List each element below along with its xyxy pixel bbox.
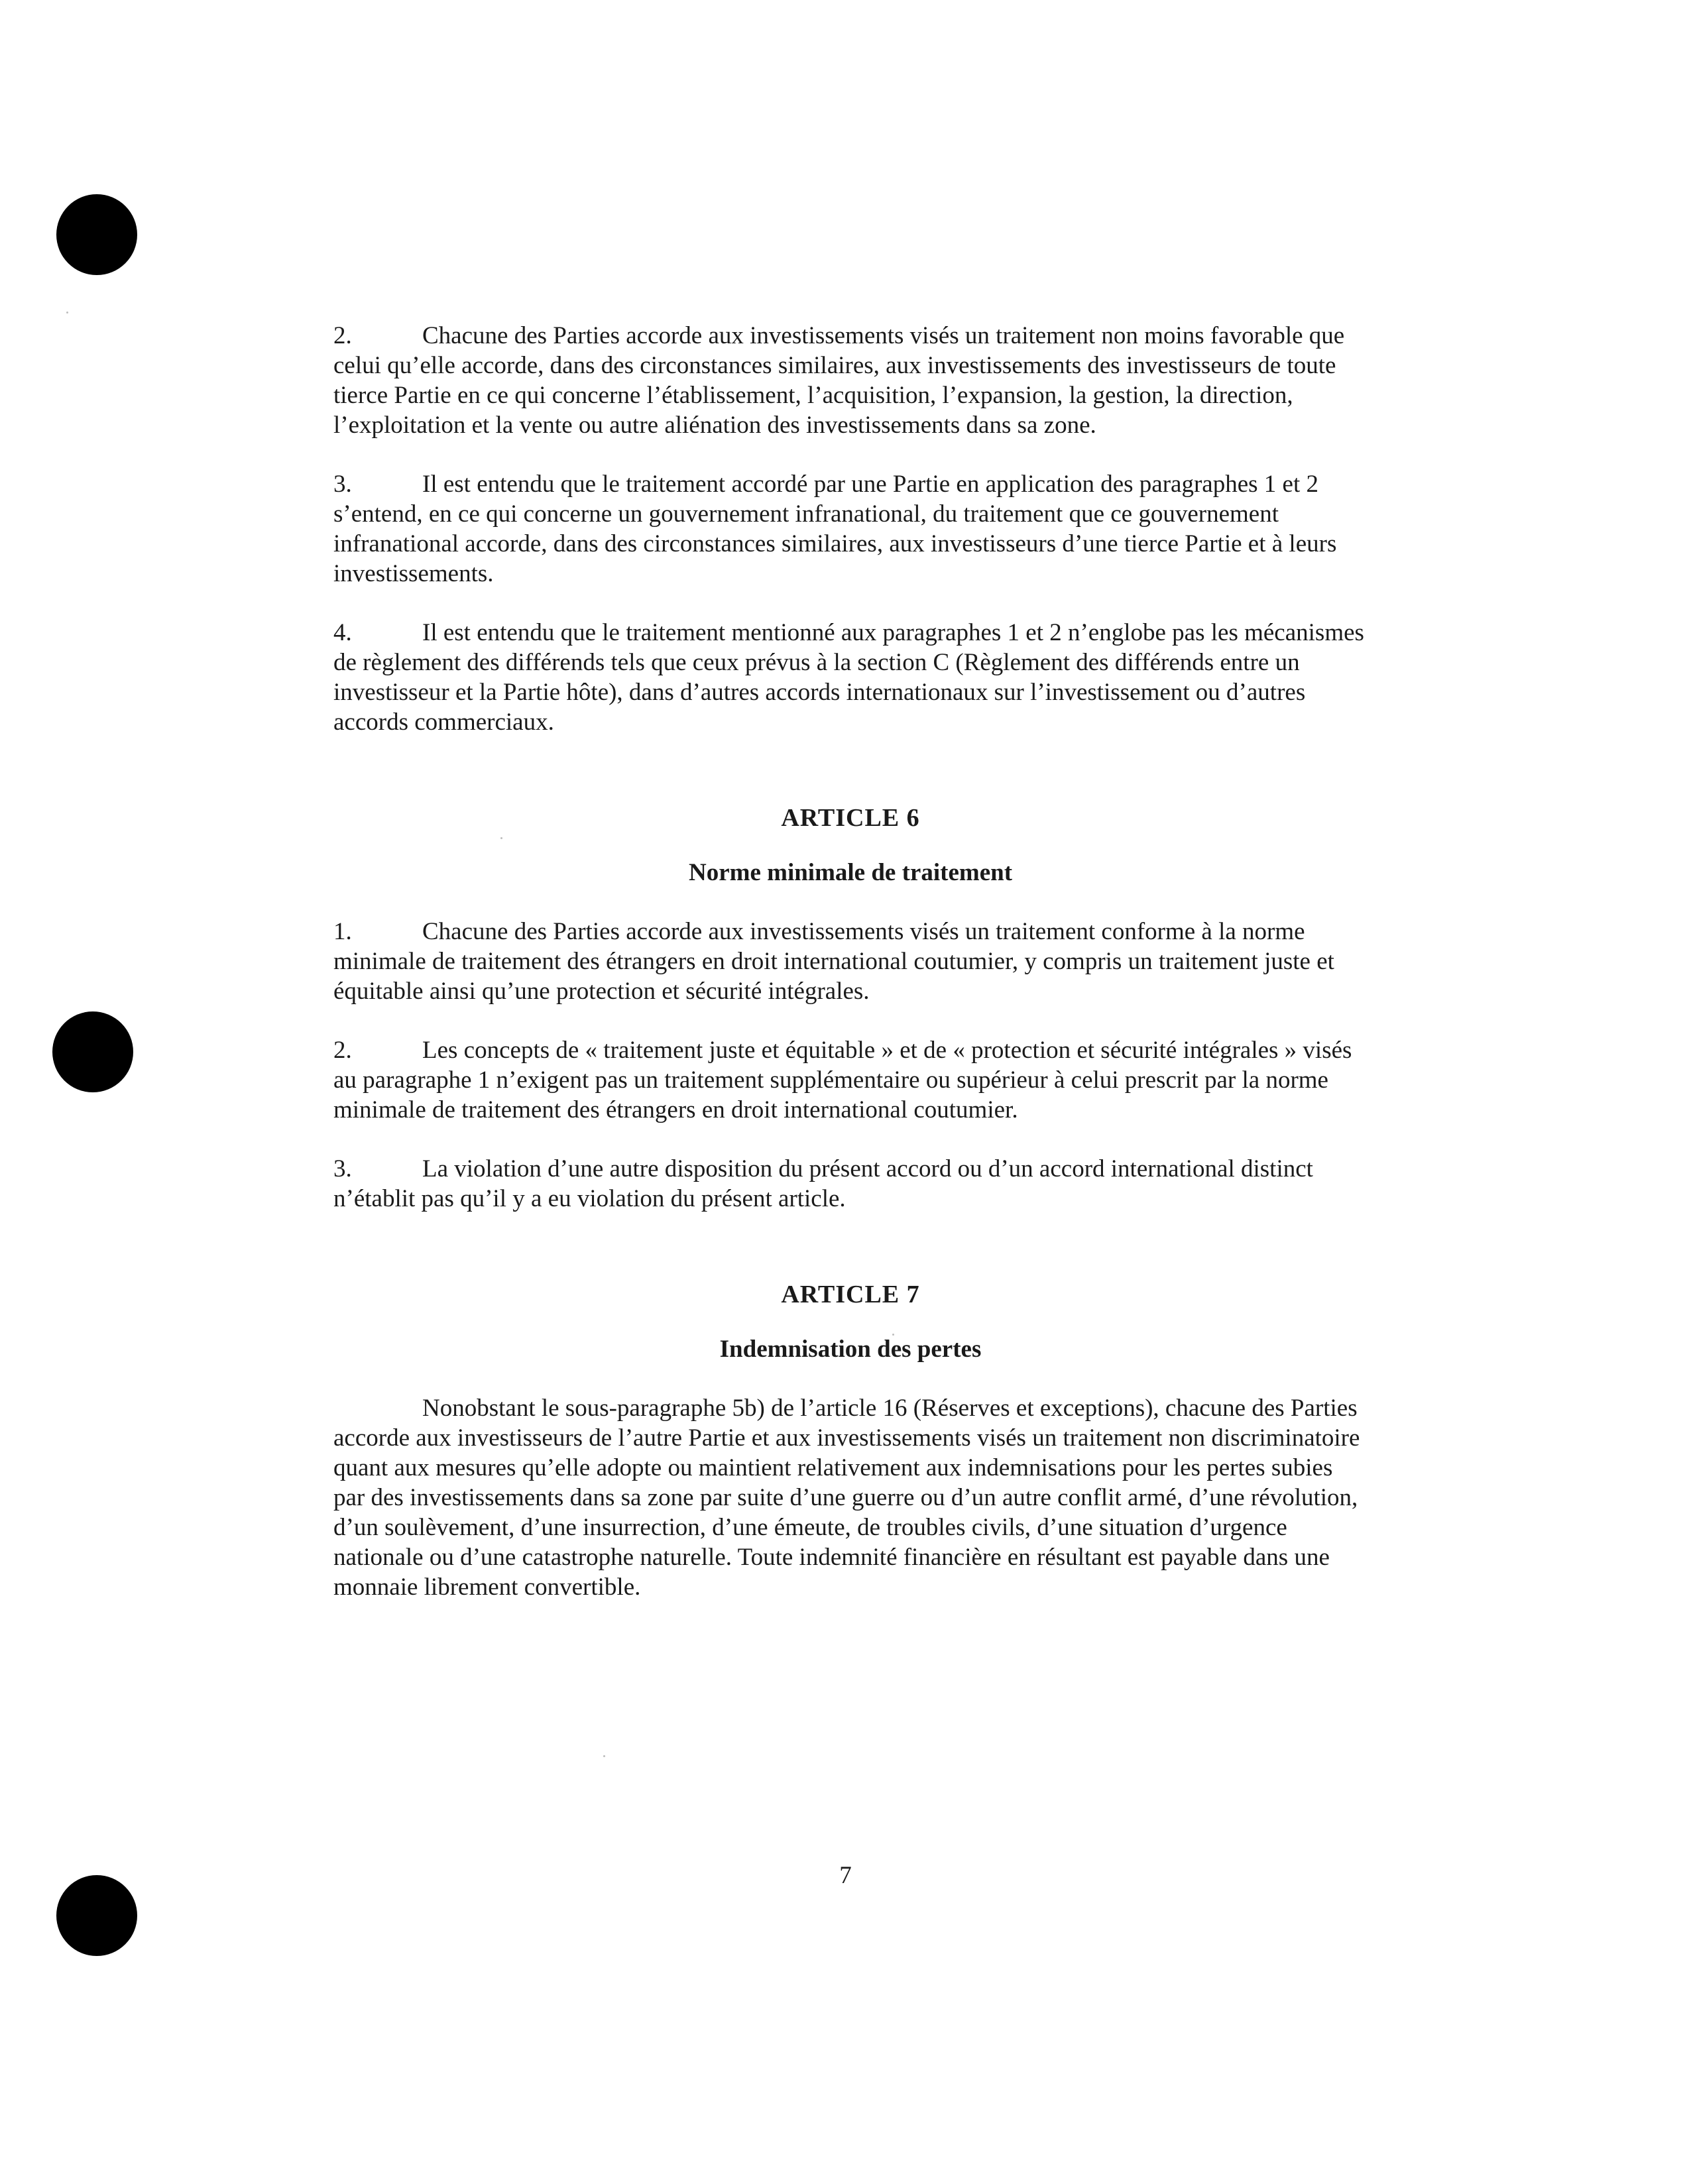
article-title: ARTICLE 7 xyxy=(781,1281,920,1308)
paragraph-text: Chacune des Parties accorde aux investissements visés un traitement conforme à la norme minimale de traitement des étrangers en droit international coutumier, y compris un traitement juste et équitable ainsi qu’une protection et sécurité intégrales. xyxy=(333,918,1334,1005)
paragraph-number: 3. xyxy=(333,471,352,498)
paragraph-number: 4. xyxy=(333,619,352,646)
paragraph-text: La violation d’une autre disposition du présent accord ou d’un accord international distinct n’établit pas qu’il y a eu violation du présent article. xyxy=(333,1155,1313,1212)
paragraph-3 xyxy=(333,469,1368,589)
paragraph-number: 1. xyxy=(333,918,352,945)
paragraph-number: 2. xyxy=(333,1037,352,1064)
article-7-body xyxy=(333,1393,1368,1602)
article-7-heading xyxy=(333,1280,1368,1364)
paragraph-3 xyxy=(333,1154,1368,1214)
paragraph-text: Nonobstant le sous-paragraphe 5b) de l’article 16 (Réserves et exceptions), chacune des Parties accorde aux investisseurs de l’autre Partie et aux investissements visés un traitement non discriminatoire quant aux mesures qu’elle adopte ou maintient relativement aux indemnisations pour les pertes subies par des investissements dans sa zone par suite d’une guerre ou d’un autre conflit armé, d’une révolution, d’un soulèvement, d’une insurrection, d’une émeute, de troubles civils, d’une situation d’urgence nationale ou d’une catastrophe naturelle. Toute indemnité financière en résultant est payable dans une monnaie librement convertible. xyxy=(333,1395,1360,1601)
paragraph-2 xyxy=(333,321,1368,440)
paragraph-4 xyxy=(333,618,1368,737)
page-number: 7 xyxy=(839,1862,852,1889)
article-subtitle: Norme minimale de traitement xyxy=(688,859,1013,886)
article-6-heading xyxy=(333,803,1368,888)
paragraph-text: Il est entendu que le traitement accordé par une Partie en application des paragraphes 1 et 2 s’entend, en ce qui concerne un gouvernement infranational, du traitement que ce gouvernement infranational accorde, dans des circonstances similaires, aux investisseurs d’une tierce Partie et à leurs investissements. xyxy=(333,471,1337,587)
binder-hole-middle xyxy=(52,1011,133,1092)
paragraph-1 xyxy=(333,917,1368,1006)
article-subtitle: Indemnisation des pertes xyxy=(719,1336,982,1363)
article-title: ARTICLE 6 xyxy=(781,804,920,832)
paragraph-2 xyxy=(333,1035,1368,1125)
paragraph-text: Les concepts de « traitement juste et équitable » et de « protection et sécurité intégrales » visés au paragraphe 1 n’exigent pas un traitement supplémentaire ou supérieur à celui prescrit par la norme minimale de traitement des étrangers en droit international coutumier. xyxy=(333,1037,1352,1123)
paragraph-number: 3. xyxy=(333,1155,352,1182)
scan-speck xyxy=(603,1755,605,1757)
paragraph-text: Il est entendu que le traitement mentionné aux paragraphes 1 et 2 n’englobe pas les mécanismes de règlement des différends tels que ceux prévus à la section C (Règlement des différends entre un investisseur et la Partie hôte), dans d’autres accords internationaux sur l’investissement ou d’autres accords commerciaux. xyxy=(333,619,1364,736)
paragraph-number: 2. xyxy=(333,322,352,349)
section-national-treatment-continued xyxy=(333,321,1368,737)
scan-speck xyxy=(66,312,68,314)
binder-hole-top xyxy=(56,194,137,275)
article-6-body xyxy=(333,917,1368,1214)
paragraph-text: Chacune des Parties accorde aux investissements visés un traitement non moins favorable que celui qu’elle accorde, dans des circonstances similaires, aux investissements des investisseurs de toute tierce Partie en ce qui concerne l’établissement, l’acquisition, l’expansion, la gestion, la direction, l’exploitation et la vente ou autre aliénation des investissements dans sa zone. xyxy=(333,322,1345,439)
document-body xyxy=(333,321,1368,1631)
